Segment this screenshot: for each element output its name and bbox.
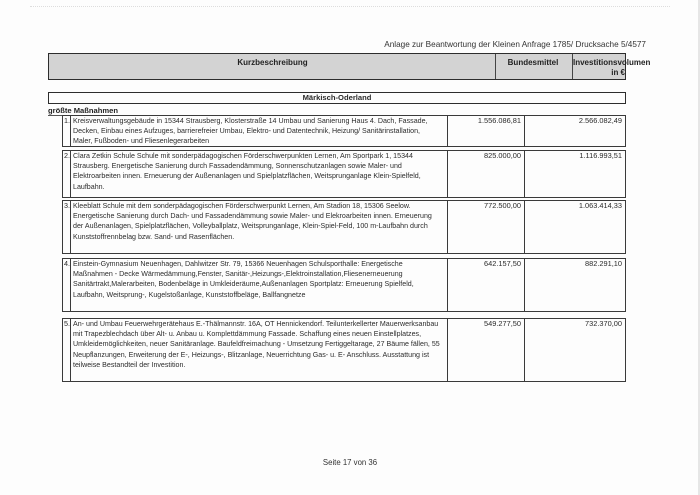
- row-number: 4.: [64, 259, 70, 268]
- row-bundesmittel: 549.277,50: [484, 319, 521, 328]
- table-row: [62, 115, 626, 147]
- column-divider: [70, 200, 71, 254]
- row-number: 2.: [64, 151, 70, 160]
- row-number: 1.: [64, 116, 70, 125]
- row-bundesmittel: 642.157,50: [484, 259, 521, 268]
- row-investitionsvolumen: 1.116.993,51: [579, 151, 622, 160]
- row-bundesmittel: 825.000,00: [484, 151, 521, 160]
- scan-artifact: [30, 6, 670, 9]
- region-title: Märkisch-Oderland: [48, 92, 626, 104]
- table-row: [62, 150, 626, 198]
- header-kurzbeschreibung: Kurzbeschreibung: [237, 58, 308, 67]
- row-investitionsvolumen: 732.370,00: [585, 319, 622, 328]
- row-investitionsvolumen: 882.291,10: [585, 259, 622, 268]
- row-description: Einstein-Gymnasium Neuenhagen, Dahlwitzer Str. 79, 15366 Neuenhagen Schulsporthalle: Energetische Maßnahmen - Decke Wärmedämmung,Fenster, Sanitär-,Heizungs-,Elektroinstallation,Fliesenerneuerung Sanitärtrakt,Malerarbeiten, Bodenbeläge in Umkleideräume,Außenanlagen Sportplatz: Erneuerung Spielfeld, Laufbahn, Weitsprung-, Kugelstoßanlage, Kunststoffbeläge, Ballfangnetze: [73, 260, 414, 299]
- column-divider: [70, 258, 71, 312]
- table-header: [48, 53, 651, 80]
- row-description: Kleeblatt Schule mit dem sonderpädagogischen Förderschwerpunkt Lernen, Am Stadion 18, 15306 Seelow. Energetische Sanierung durch Dach- und Fassadendämmung sowie Maler- und Elekroarbeiten innen. Erneuerung der Außenanlagen, Spielplatzflächen, Volleyballplatz, Weitsprunganlage, Klein-Spiel-Feld, 100 m-Laufbahn durch Kunststoffrennbelag bzw. Sand- und Rasenflächen.: [73, 202, 432, 241]
- header-investitionsvolumen: Investitionsvolumen in €: [573, 58, 651, 77]
- column-divider: [70, 318, 71, 382]
- row-description: Kreisverwaltungsgebäude in 15344 Strausberg, Klosterstraße 14 Umbau und Sanierung Haus 4. Dach, Fassade, Decken, Einbau eines Aufzuges, barrierefreier Umbau, Elektro- und Datentechnik, Heizung/ Sanitärinstallation, Maler, Fußboden- und Fliesenlegerarbeiten: [73, 117, 428, 146]
- row-number: 5.: [64, 319, 70, 328]
- column-divider: [70, 150, 71, 198]
- section-title: größte Maßnahmen: [48, 106, 119, 115]
- column-divider: [70, 115, 71, 147]
- table-row: [62, 258, 626, 312]
- row-number: 3.: [64, 201, 70, 210]
- row-bundesmittel: 1.556.086,81: [477, 116, 521, 125]
- header-bundesmittel: Bundesmittel: [507, 58, 559, 67]
- row-investitionsvolumen: 2.566.082,49: [578, 116, 622, 125]
- page-footer: Seite 17 von 36: [322, 458, 378, 467]
- row-description: An- und Umbau Feuerwehrgerätehaus E.-Thälmannstr. 16A, OT Hennickendorf. Teilunterkellerter Mauerwerksanbau mit Trapezblechdach über Alt- u. Anbau u. Komplettdämmung Fassade. Schaffung eines neuen Einstellplatzes, Umkleidemöglichkeiten, neuer Sanitäranlage. Baufeldfreimachung - Umsetzung Fertiggeltaragе, 27 Bäume fällen, 55 Neupflanzungen, Erweiterung der E-, Heizungs-, Blitzanlage, Neuerrichtung Gas- u. E- Anschluss. Ausstattung ist teilweise Bestandteil der Investition.: [73, 320, 440, 369]
- table-row: [62, 200, 626, 254]
- row-bundesmittel: 772.500,00: [484, 201, 521, 210]
- row-investitionsvolumen: 1.063.414,33: [578, 201, 622, 210]
- row-description: Clara Zetkin Schule Schule mit sonderpädagogischen Förderschwerpunkten Lernen, Am Sportpark 1, 15344 Strausberg. Energetische Sanierung durch Fassadendämmung, Sonnenschutzanlagen sowie Maler- und Elektroarbeiten innen. Erneuerung der Außenanlagen und Spielplatzflächen, Weitsprunganlage Klein-Spielfeld, Laufbahn.: [73, 152, 421, 191]
- annex-line: Anlage zur Beantwortung der Kleinen Anfrage 1785/ Drucksache 5/4577: [384, 40, 646, 49]
- table-row: [62, 318, 626, 382]
